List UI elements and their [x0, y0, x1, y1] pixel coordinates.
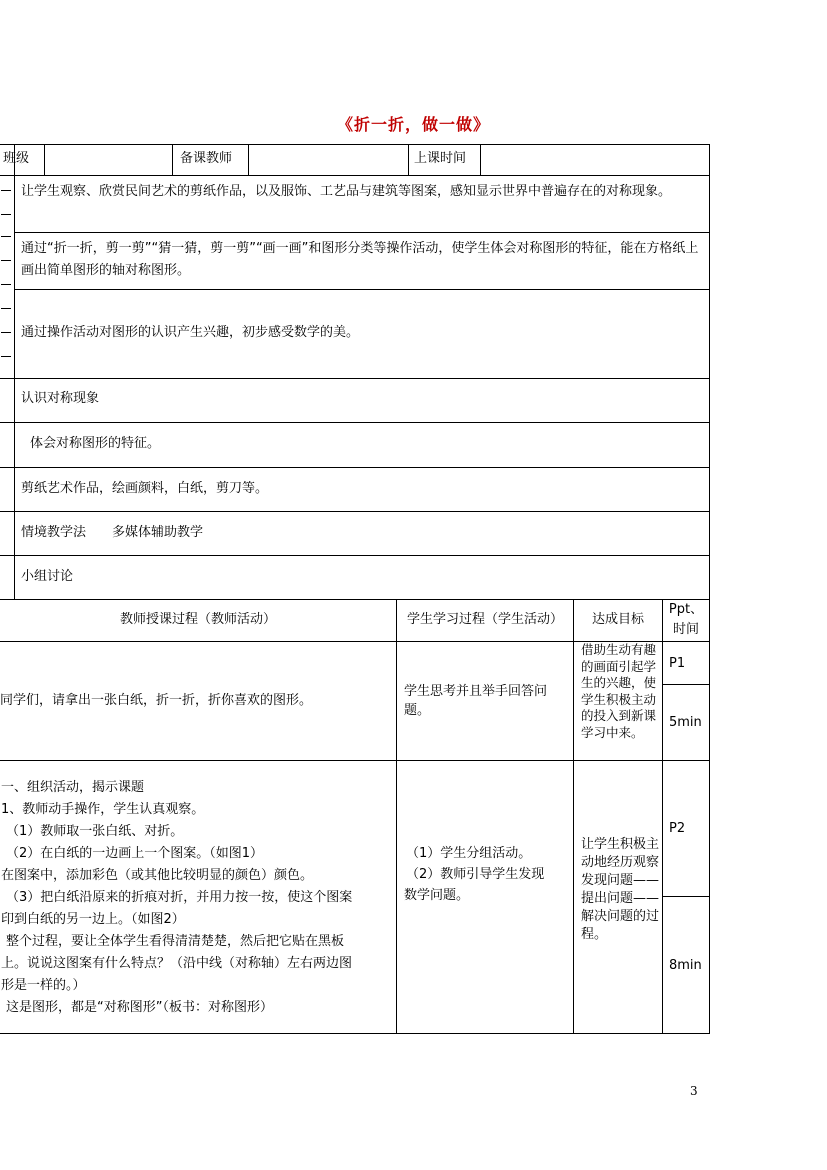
row2-goal: 让学生积极主动地经历观察发现问题——提出问题——解决问题的过程。 — [581, 837, 659, 942]
row1-goal: 借助生动有趣的画面引起学生的兴趣，使学生积极主动的投入到新课学习中来。 — [581, 642, 657, 740]
row2-teacher-line: 1、教师动手操作，学生认真观察。 — [1, 802, 205, 817]
header-teacher-activity: 教师授课过程（教师活动） — [119, 612, 276, 627]
row2-teacher-line: 这是图形，都是“对称图形”（板书：对称图形） — [6, 1000, 273, 1015]
rule-right-edge — [709, 144, 710, 1034]
row2-teacher-line: 形是一样的。） — [1, 978, 86, 993]
header-ppt: Ppt、 — [668, 602, 704, 617]
cropped-side-labels — [0, 176, 14, 378]
time-label: 上课时间 — [414, 151, 467, 166]
rule-header-sep4 — [408, 144, 409, 175]
rule-row2-ppt-split — [662, 896, 710, 897]
rule-row1-bottom — [0, 760, 710, 761]
goal-knowledge: 让学生观察、欣赏民间艺术的剪纸作品，以及服饰、工艺品与建筑等图案，感知显示世界中普遍存在的对称现象。 — [21, 184, 672, 199]
header-goal: 达成目标 — [591, 612, 644, 627]
class-label: 班级 — [3, 151, 30, 166]
teaching-methods: 情境教学法 多媒体辅助教学 — [21, 525, 204, 540]
row2-teacher-line: （3）把白纸沿原来的折痕对折，并用力按一按，使这个图案 — [6, 890, 353, 905]
row2-teacher-line: 在图案中，添加彩色（或其他比较明显的颜色）颜色。 — [1, 868, 314, 883]
row2-teacher-line: （1）教师取一张白纸、对折。 — [6, 824, 184, 839]
row2-teacher-line: （2）在白纸的一边画上一个图案。（如图1） — [6, 846, 264, 861]
difficulty: 体会对称图形的特征。 — [30, 436, 161, 451]
header-student-activity: 学生学习过程（学生活动） — [406, 612, 563, 627]
rule-row1-ppt-split — [662, 684, 710, 685]
rule-goal2-bottom — [14, 289, 710, 290]
rule-difficulty-bottom — [0, 467, 710, 468]
rule-header-sep3 — [248, 144, 249, 175]
page-number: 3 — [690, 1084, 698, 1098]
row2-ppt: P2 — [669, 821, 686, 836]
row2-student-line: （1）学生分组活动。 — [406, 846, 532, 861]
row2-teacher-line: 上。说说这图案有什么特点？（沿中线（对称轴）左右两边图 — [1, 956, 353, 971]
rule-col-student — [396, 599, 397, 1033]
rule-goal1-bottom — [14, 232, 710, 233]
rule-header-sep5 — [480, 144, 481, 175]
row2-teacher-line: 整个过程，要让全体学生看得清清楚楚，然后把它贴在黑板 — [6, 934, 345, 949]
goal-process: 通过“折一折，剪一剪”“猜一猜，剪一剪”“画一画”和图形分类等操作活动，使学生体会对称图形的特征，能在方格纸上画出简单图形的轴对称图形。 — [21, 241, 699, 278]
rule-table-bottom — [0, 1033, 710, 1034]
rule-materials-bottom — [0, 511, 710, 512]
rule-goal3-bottom — [0, 378, 710, 379]
rule-header-bottom — [0, 175, 710, 176]
key-point: 认识对称现象 — [21, 391, 100, 406]
row2-time: 8min — [669, 958, 702, 973]
rule-col-goal — [573, 599, 574, 1033]
header-time: 时间 — [672, 622, 699, 637]
rule-top — [0, 144, 710, 145]
row2-teacher-line: 一、组织活动，揭示课题 — [1, 780, 145, 795]
row2-student-line: 数学问题。 — [404, 888, 470, 903]
rule-left-col — [14, 144, 15, 599]
goal-emotion: 通过操作活动对图形的认识产生兴趣，初步感受数学的美。 — [21, 325, 360, 340]
rule-header-sep1 — [44, 144, 45, 175]
row1-student-activity: 学生思考并且举手回答问题。 — [404, 684, 548, 718]
materials: 剪纸艺术作品，绘画颜料，白纸，剪刀等。 — [21, 481, 269, 496]
rule-learning-bottom — [0, 599, 710, 600]
row1-teacher-activity: 同学们，请拿出一张白纸，折一折，折你喜欢的图形。 — [0, 693, 313, 708]
rule-key-bottom — [0, 422, 710, 423]
row1-time: 5min — [669, 715, 702, 730]
rule-header-sep2 — [172, 144, 173, 175]
learning-method: 小组讨论 — [21, 569, 74, 584]
document-title: 《折一折，做一做》 — [336, 115, 490, 134]
row1-ppt: P1 — [669, 656, 686, 671]
rule-methods-bottom — [0, 555, 710, 556]
row2-student-line: （2）教师引导学生发现 — [406, 867, 545, 882]
teacher-label: 备课教师 — [180, 151, 233, 166]
rule-col-ppt — [662, 599, 663, 1033]
row2-teacher-line: 印到白纸的另一边上。（如图2） — [1, 912, 185, 927]
